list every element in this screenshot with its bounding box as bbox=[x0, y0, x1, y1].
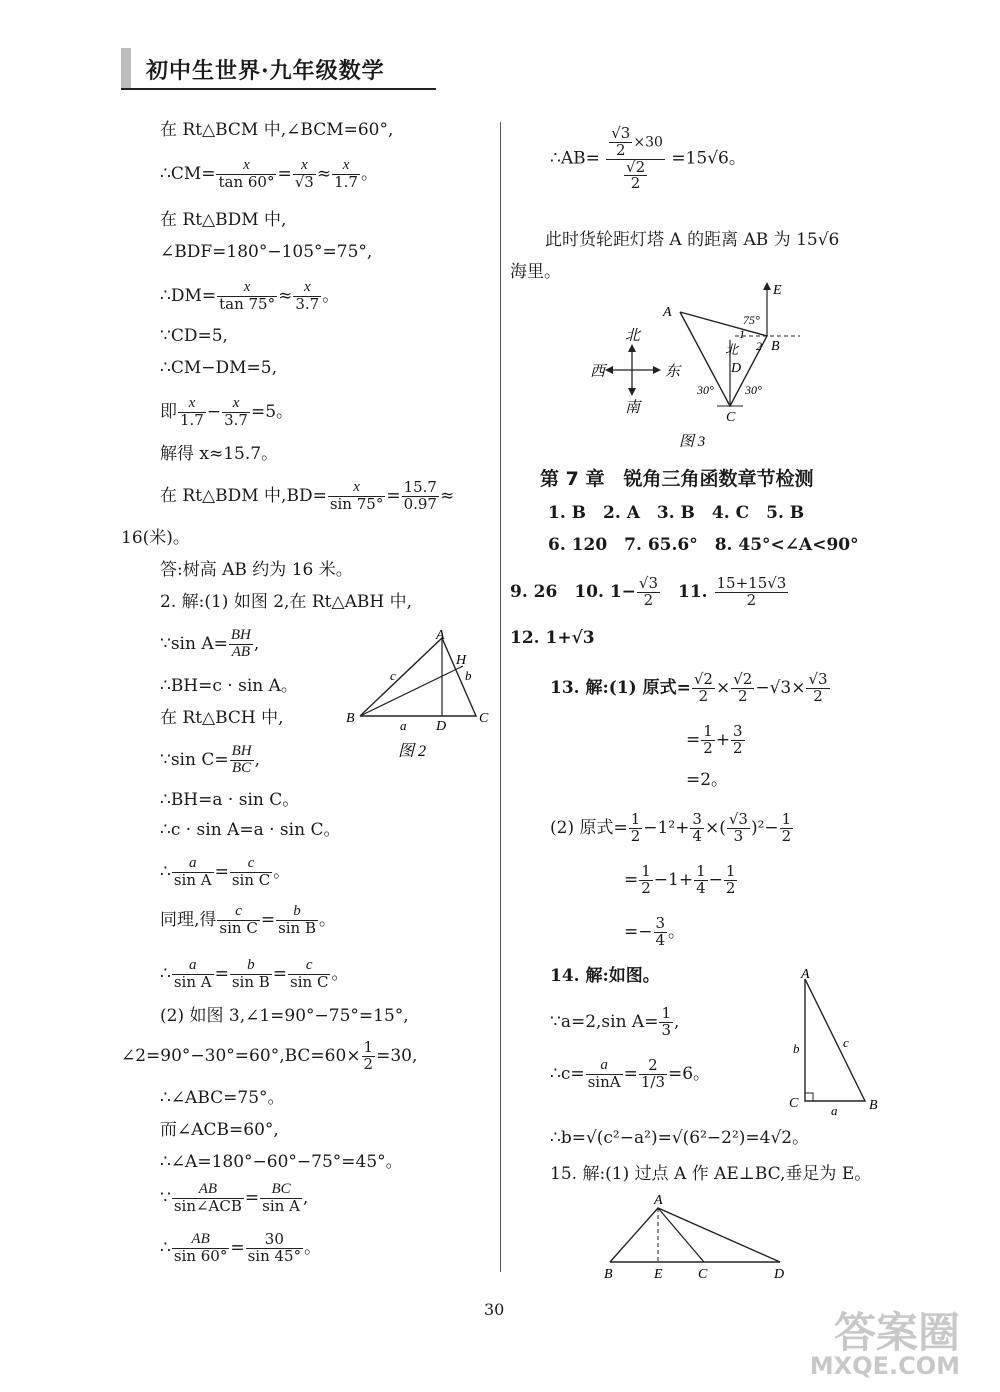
fig3-north2: 北 bbox=[725, 342, 739, 357]
left-formula-line: ∴CM= $\frac{x}{\tan 60^\circ}$ = $\frac{x}{√3}$ ≈ $\frac{x}{1.7}$ 。 bbox=[160, 157, 378, 191]
fig3-label-E: E bbox=[773, 283, 782, 298]
fig3-angle-1: 1 bbox=[739, 327, 745, 341]
fig3-north: 北 bbox=[625, 328, 641, 344]
fig15-label-B: B bbox=[604, 1267, 613, 1282]
header-title: 初中生世界·九年级数学 bbox=[146, 58, 385, 84]
page-number: 30 bbox=[484, 1300, 505, 1319]
fig14-label-a: a bbox=[831, 1103, 838, 1115]
column-divider bbox=[500, 122, 501, 1272]
left-formula-line: ∵sin C= $\frac{BH}{BC}$ , bbox=[160, 743, 260, 776]
q15-line: 15. 解:(1) 过点 A 作 AE⊥BC,垂足为 E。 bbox=[550, 1164, 872, 1184]
fig3-label-D: D bbox=[731, 361, 742, 376]
fig15-label-C: C bbox=[698, 1267, 708, 1282]
fig3-angle-30-left: 30° bbox=[697, 383, 714, 397]
fig2-label-C: C bbox=[479, 711, 489, 726]
answer-line: 12. 1+√3 bbox=[510, 628, 595, 648]
left-formula-line: 即 $\frac{x}{1.7}$ − $\frac{x}{3.7}$ =5。 bbox=[160, 395, 294, 429]
left-formula-line: 同理,得 $\frac{c}{\text{sin C}}$ = $\frac{b}{\text{sin B}}$ 。 bbox=[160, 903, 337, 937]
q13-line: = $\frac{1}{2}$ + $\frac{3}{2}$ bbox=[686, 722, 743, 757]
fig14-label-A: A bbox=[801, 967, 810, 982]
left-line: 答:树高 AB 约为 16 米。 bbox=[160, 560, 353, 580]
watermark-url: MXQE.COM bbox=[809, 1352, 960, 1380]
left-line: ∴∠A=180°−60°−75°=45°。 bbox=[160, 1152, 403, 1172]
header-rule bbox=[121, 88, 436, 90]
fig2-label-B: B bbox=[346, 711, 355, 726]
left-line: ∵CD=5, bbox=[160, 326, 228, 346]
answer-formula-line: 9. 26 10. 1− $\frac{√3}{2}$ 11. $\frac{15+15√3}{2}$ bbox=[510, 574, 787, 609]
q13-line: =2。 bbox=[686, 770, 729, 790]
left-line: 16(米)。 bbox=[121, 528, 190, 548]
left-line: ∴∠ABC=75°。 bbox=[160, 1088, 285, 1108]
fig14-label-b: b bbox=[793, 1041, 800, 1056]
left-line: ∴BH=c · sin A。 bbox=[160, 676, 298, 696]
left-formula-line: ∴ $\frac{AB}{\sin 60^\circ}$ = $\frac{30}{\sin 45^\circ}$ 。 bbox=[160, 1230, 322, 1265]
fig3-angle-75: 75° bbox=[743, 313, 760, 327]
figure-14-right-triangle bbox=[785, 965, 885, 1115]
left-formula-line: ∴DM= $\frac{x}{\tan 75^\circ}$ ≈ $\frac{x}{3.7}$ 。 bbox=[160, 279, 340, 313]
q14-line: ∵a=2,sin A= $\frac{1}{3}$ , bbox=[550, 1004, 680, 1039]
left-line: (2) 如图 3,∠1=90°−75°=15°, bbox=[160, 1006, 409, 1026]
fig3-caption: 图 3 bbox=[679, 434, 706, 450]
left-line: 而∠ACB=60°, bbox=[160, 1120, 279, 1140]
right-formula-line: ∴AB= $\frac{√3}{2}$ ×30 $\frac{√2}{2}$ =15√6。 bbox=[550, 124, 746, 193]
q13-line: =− $\frac{3}{4}$ 。 bbox=[624, 914, 686, 949]
fig3-label-B: B bbox=[771, 339, 780, 354]
fig2-label-D: D bbox=[436, 719, 447, 734]
q13-line: (2) 原式= $\frac{1}{2}$ −1²+ $\frac{3}{4}$ ×( $\frac{√3}{3}$ )²− $\frac{1}{2}$ bbox=[550, 810, 792, 845]
figure-15-triangle bbox=[598, 1192, 798, 1284]
fig3-angle-2: 2 bbox=[756, 339, 762, 353]
left-line: 在 Rt△BCH 中, bbox=[160, 708, 284, 728]
q13-line: = $\frac{1}{2}$ −1+ $\frac{1}{4}$ − $\frac{1}{2}$ bbox=[624, 862, 736, 897]
fig14-label-c: c bbox=[843, 1035, 849, 1050]
fig14-label-C: C bbox=[789, 1096, 799, 1111]
fig2-label-b: b bbox=[465, 668, 472, 683]
right-line: 海里。 bbox=[510, 262, 561, 282]
header-accent-bar bbox=[121, 48, 131, 90]
fig2-label-a: a bbox=[400, 718, 407, 733]
fig2-caption: 图 2 bbox=[398, 743, 427, 760]
answer-line: 1. B 2. A 3. B 4. C 5. B bbox=[548, 503, 805, 523]
left-line: 解得 x≈15.7。 bbox=[160, 444, 279, 464]
figure-2-triangle bbox=[338, 626, 498, 766]
left-line: ∴BH=a · sin C。 bbox=[160, 790, 300, 810]
fig3-label-C: C bbox=[726, 410, 736, 425]
fig3-angle-30-right: 30° bbox=[745, 383, 762, 397]
fig15-label-D: D bbox=[774, 1267, 785, 1282]
fig2-label-H: H bbox=[456, 653, 467, 668]
fig15-label-E: E bbox=[654, 1267, 663, 1282]
fig14-label-B: B bbox=[869, 1098, 878, 1113]
left-formula-line: ∵ $\frac{AB}{\text{sin∠ACB}}$ = $\frac{BC}{\text{sin A}}$ , bbox=[160, 1181, 309, 1215]
left-line: ∴c · sin A=a · sin C。 bbox=[160, 820, 341, 840]
left-line: ∠BDF=180°−105°=75°, bbox=[160, 242, 373, 262]
left-formula-line: 在 Rt△BDM 中,BD= $\frac{x}{\sin 75^\circ}$ = $\frac{15.7}{0.97}$ ≈ bbox=[160, 478, 455, 513]
left-formula-line: ∠2=90°−30°=60°,BC=60× $\frac{1}{2}$ =30, bbox=[121, 1038, 418, 1073]
fig2-label-A: A bbox=[436, 628, 445, 643]
fig3-label-A: A bbox=[663, 305, 672, 320]
figure-3-ship-diagram bbox=[585, 280, 805, 455]
left-line: ∴CM−DM=5, bbox=[160, 358, 277, 378]
fig3-south: 南 bbox=[625, 400, 641, 416]
left-line: 2. 解:(1) 如图 2,在 Rt△ABH 中, bbox=[160, 592, 412, 612]
fig2-label-c: c bbox=[390, 668, 396, 683]
q14-line: 14. 解:如图。 bbox=[550, 966, 660, 986]
q14-line: ∴b=√(c²−a²)=√(6²−2²)=4√2。 bbox=[550, 1128, 810, 1148]
left-line: 在 Rt△BDM 中, bbox=[160, 210, 287, 230]
fig3-east: 东 bbox=[665, 364, 681, 380]
answer-line: 6. 120 7. 65.6° 8. 45°<∠A<90° bbox=[548, 535, 859, 555]
q13-line: 13. 解:(1) 原式= $\frac{√2}{2}$ × $\frac{√2}{2}$ −√3× $\frac{√3}{2}$ bbox=[550, 670, 828, 705]
watermark-logo: 答案圈 bbox=[833, 1308, 960, 1357]
q14-line: ∴c= $\frac{a}{\sin A}$ = $\frac{2}{1/3}$ =6。 bbox=[550, 1056, 711, 1091]
left-formula-line: ∴ $\frac{a}{\text{sin A}}$ = $\frac{b}{\text{sin B}}$ = $\frac{c}{\text{sin C}}$ 。 bbox=[160, 957, 349, 991]
fig15-label-A: A bbox=[654, 1193, 663, 1208]
fig3-west: 西 bbox=[590, 364, 606, 380]
left-formula-line: ∵sin A= $\frac{BH}{AB}$ , bbox=[160, 627, 260, 660]
left-formula-line: ∴ $\frac{a}{\text{sin A}}$ = $\frac{c}{\text{sin C}}$ 。 bbox=[160, 855, 291, 889]
left-line: 在 Rt△BCM 中,∠BCM=60°, bbox=[160, 120, 394, 140]
chapter-heading: 第 7 章 锐角三角函数章节检测 bbox=[540, 468, 814, 490]
right-line: 此时货轮距灯塔 A 的距离 AB 为 15√6 bbox=[545, 230, 840, 250]
